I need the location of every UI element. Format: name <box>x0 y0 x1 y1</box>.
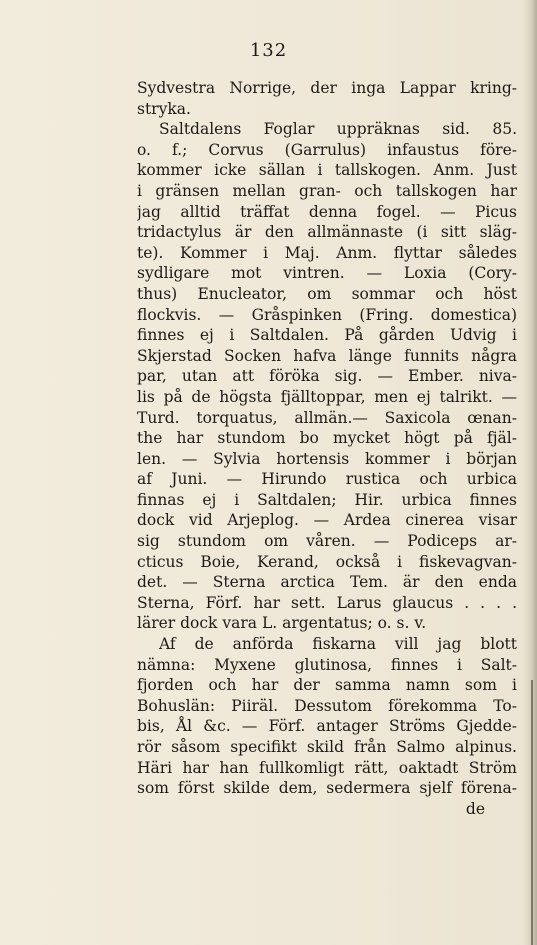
text-line: stryka. <box>137 99 191 118</box>
text-line: Bohuslän: Piiräl. Dessutom förekomma To- <box>137 696 517 715</box>
page-edge-line <box>531 680 533 945</box>
text-line: Af de anförda fiskarna vill jag blott <box>159 635 517 654</box>
text-line: Sydvestra Norrige, der inga Lappar kring- <box>137 79 517 97</box>
text-line: lärer dock vara L. argentatus; o. s. v. <box>137 614 427 633</box>
text-line: fjorden och har der samma namn som i <box>137 676 517 695</box>
text-line: the har stundom bo mycket högt på fjäl- <box>137 429 517 448</box>
text-line: par, utan att föröka sig. — Ember. niva- <box>137 367 517 386</box>
text-line: bis, Ål &c. — Förf. antager Ströms Gjedde- <box>137 717 517 736</box>
text-line: thus) Enucleator, om sommar och höst <box>137 284 517 303</box>
text-line: de <box>465 799 485 818</box>
text-line: kommer icke sällan i tallskogen. Anm. Just <box>137 161 517 180</box>
page-number: 132 <box>249 40 288 61</box>
text-line: nämna: Myxene glutinosa, finnes i Salt- <box>137 655 517 674</box>
text-line: o. f.; Corvus (Garrulus) infaustus före- <box>137 140 517 159</box>
text-line: Turd. torquatus, allmän.— Saxicola œnan- <box>137 408 517 427</box>
text-line: Skjerstad Socken hafva länge funnits några <box>137 346 517 365</box>
text-line: sig stundom om våren. — Podiceps ar- <box>137 532 517 551</box>
text-line: len. — Sylvia hortensis kommer i början <box>137 449 517 468</box>
text-line: tridactylus är den allmännaste (i sitt släg- <box>137 223 517 242</box>
text-line: dock vid Arjeplog. — Ardea cinerea visar <box>137 511 517 530</box>
text-line: Sterna, Förf. har sett. Larus glaucus . . . . <box>137 593 517 612</box>
text-line: i gränsen mellan gran- och tallskogen har <box>137 181 517 200</box>
page-spine-shadow <box>523 0 537 945</box>
text-line: cticus Boie, Kerand, också i fiskevagvan- <box>137 552 517 571</box>
body-text <box>137 78 517 819</box>
text-line: finnas ej i Saltdalen; Hir. urbica finnes <box>137 490 517 509</box>
text-line: lis på de högsta fjälltoppar, men ej talrikt. — <box>137 387 517 406</box>
text-line: som först skilde dem, sedermera sjelf förena- <box>137 779 517 798</box>
text-line: jag alltid träffat denna fogel. — Picus <box>137 202 517 221</box>
text-line: Häri har han fullkomligt rätt, oaktadt Ström <box>137 758 517 777</box>
text-line: te). Kommer i Maj. Anm. flyttar således <box>137 243 517 262</box>
text-line: flockvis. — Gråspinken (Fring. domestica) <box>137 305 517 324</box>
text-line: af Juni. — Hirundo rustica och urbica <box>137 470 517 489</box>
text-line: rör såsom specifikt skild från Salmo alpinus. <box>137 738 517 756</box>
text-line: Saltdalens Foglar uppräknas sid. 85. <box>159 120 517 139</box>
text-line: det. — Sterna arctica Tem. är den enda <box>137 573 517 592</box>
text-line: finnes ej i Saltdalen. På gården Udvig i <box>137 326 517 345</box>
text-line: sydligare mot vintren. — Loxia (Cory- <box>137 264 517 283</box>
